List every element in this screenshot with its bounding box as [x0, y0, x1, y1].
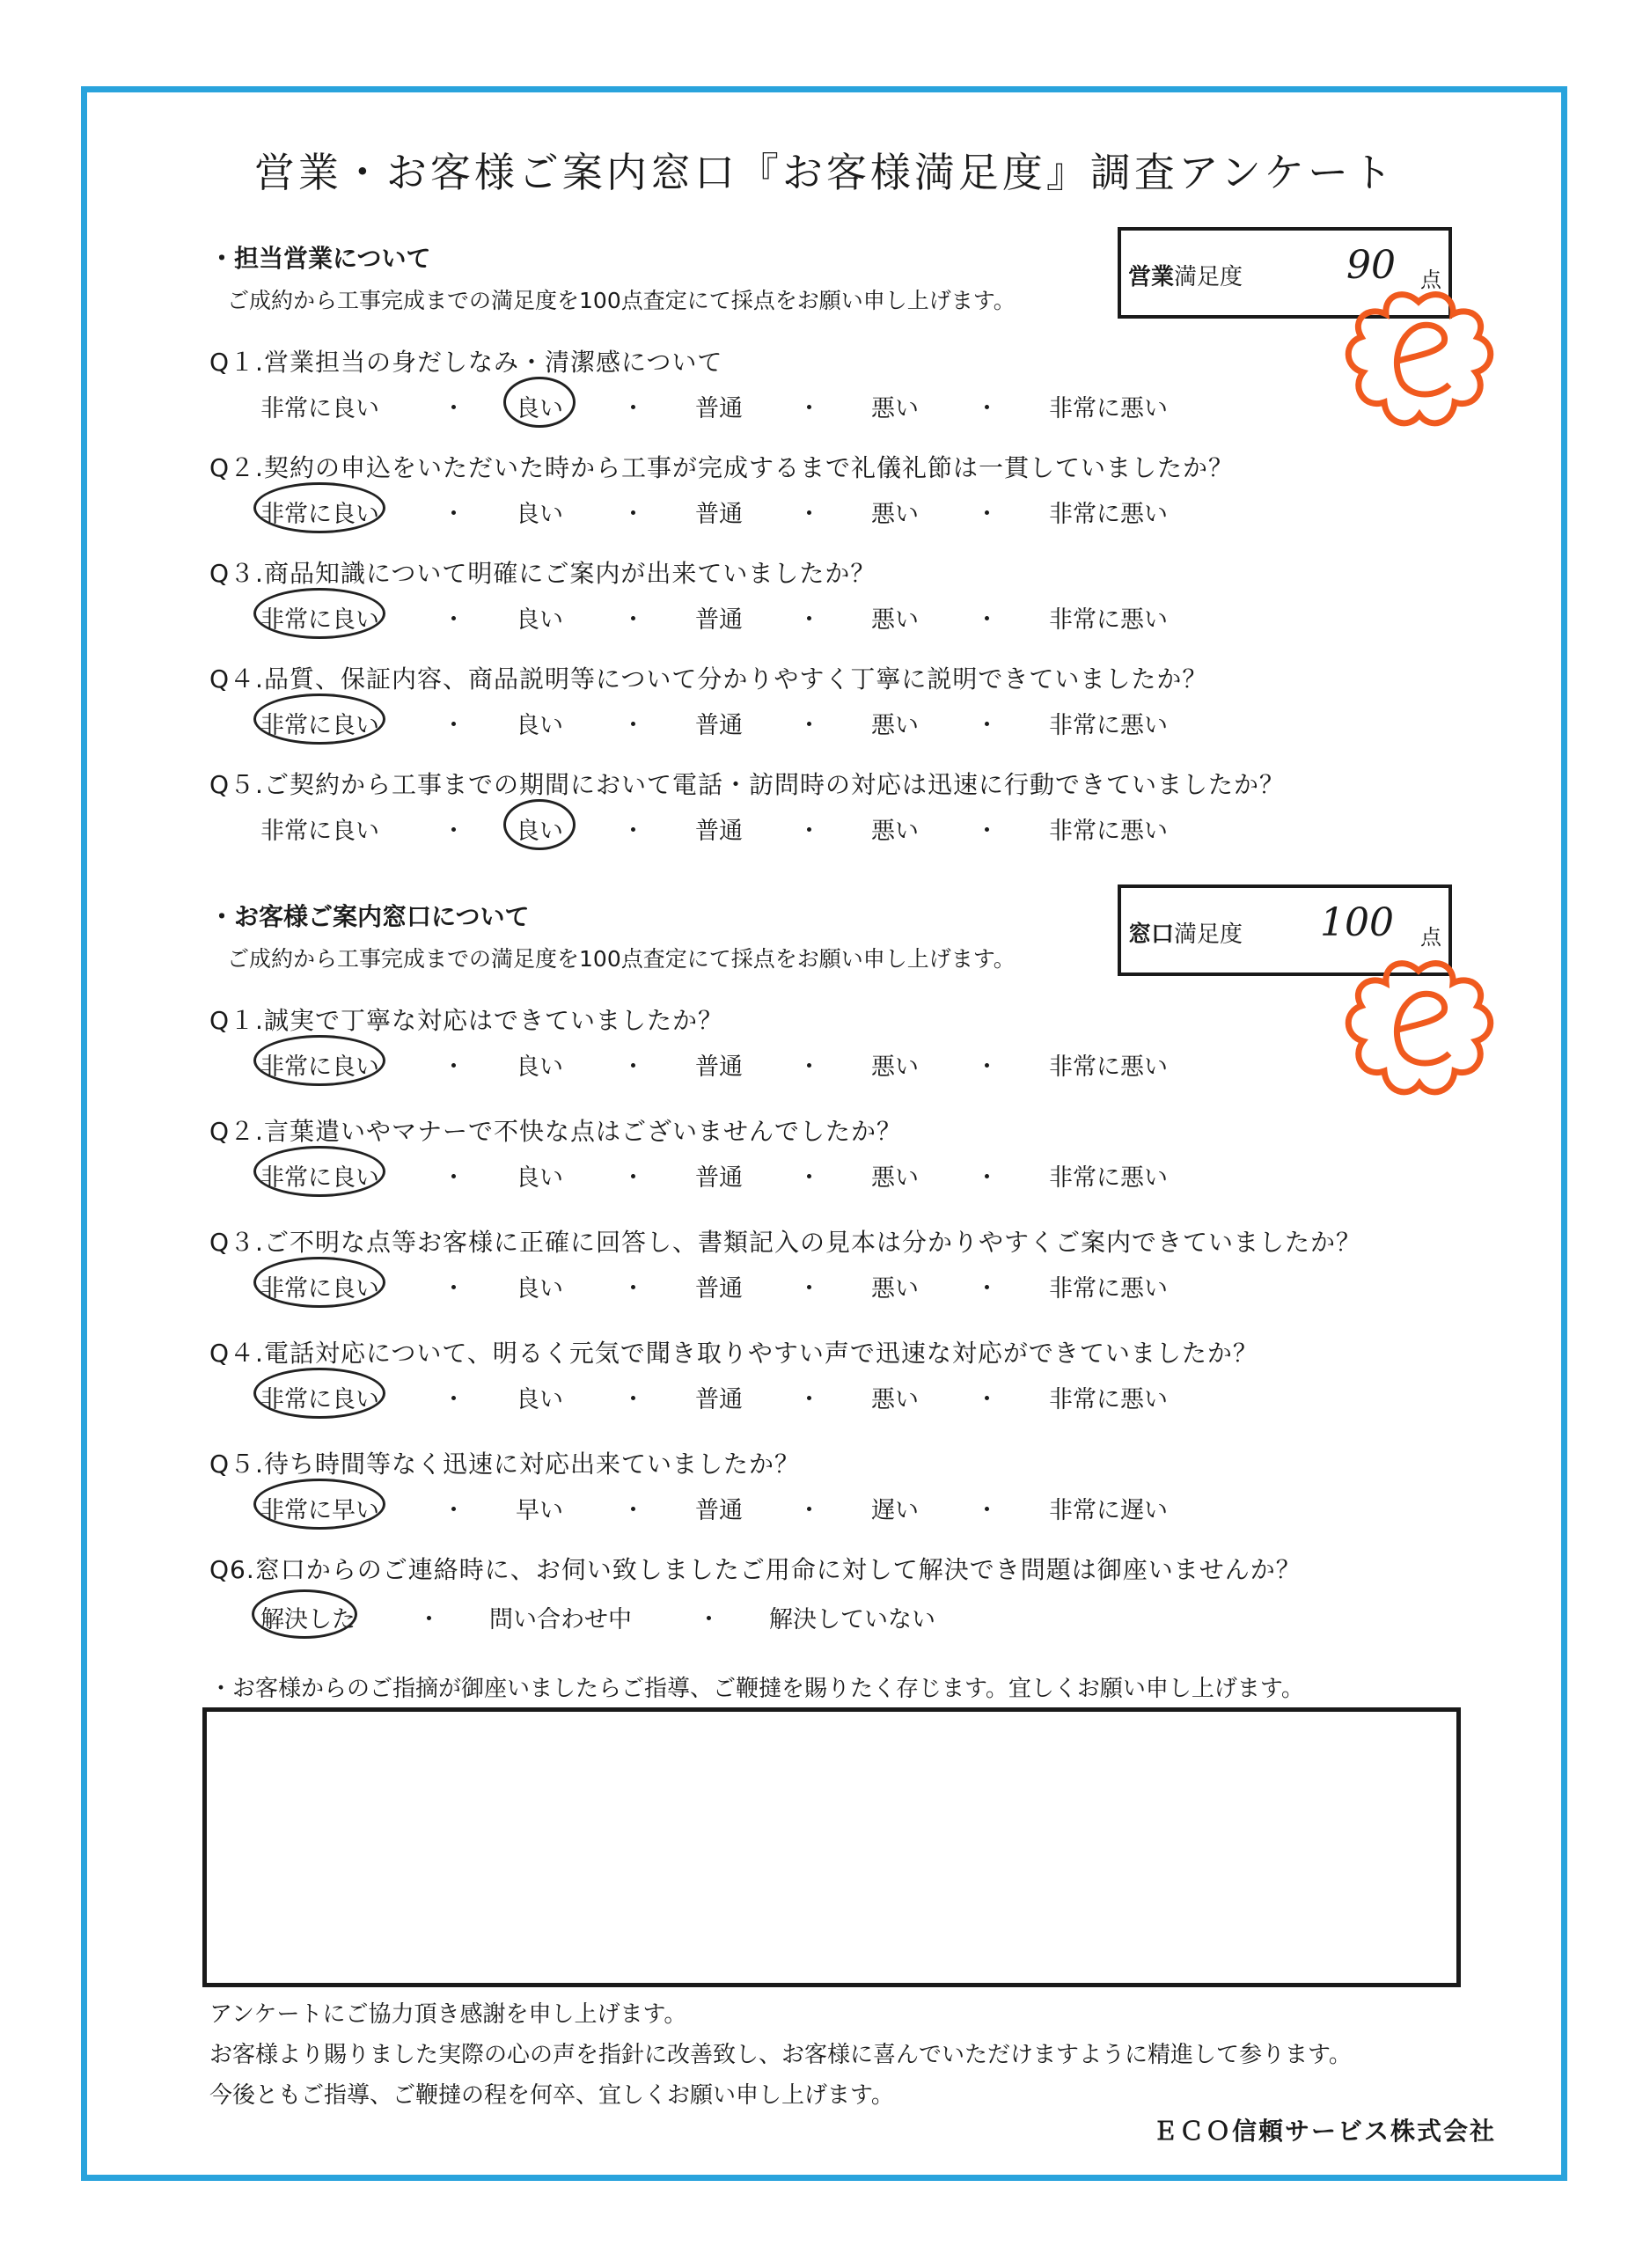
page-title: 営業・お客様ご案内窓口『お客様満足度』調査アンケート [253, 149, 1397, 196]
option-separator: ・ [417, 1606, 441, 1633]
sales-question-text: Q５.ご契約から工事までの期間において電話・訪問時の対応は迅速に行動できていましたか？ [209, 770, 1285, 799]
window-answer-option[interactable]: 悪い [871, 1275, 919, 1303]
window-answer-option[interactable]: 非常に悪い [1049, 1386, 1168, 1413]
option-separator: ・ [442, 818, 466, 845]
window-answer-option[interactable]: 普通 [695, 1164, 743, 1192]
answer-circle-mark [252, 1589, 357, 1639]
sales-score-value: 90 [1346, 243, 1396, 288]
sales-question-text: Q３.商品知識について明確にご案内が出来ていましたか？ [209, 559, 876, 588]
window-question-text: Q３.ご不明な点等お客様に正確に回答し、書類記入の見本は分かりやすくご案内できていましたか？ [209, 1228, 1361, 1257]
option-separator: ・ [442, 501, 466, 528]
sales-answer-option[interactable]: 普通 [695, 818, 743, 845]
window-q6-option[interactable]: 問い合わせ中 [489, 1606, 632, 1633]
sales-answer-option[interactable]: 悪い [871, 395, 919, 422]
option-separator: ・ [797, 1497, 821, 1524]
window-answer-option[interactable]: 非常に悪い [1049, 1275, 1168, 1303]
window-answer-option[interactable]: 良い [516, 1164, 563, 1192]
option-separator: ・ [442, 1497, 466, 1524]
window-answer-option[interactable]: 非常に良い [260, 1053, 379, 1081]
answer-circle-mark [253, 482, 385, 533]
option-separator: ・ [797, 606, 821, 634]
window-answer-option[interactable]: 非常に悪い [1049, 1053, 1168, 1081]
company-name: ＥＣＯ信頼サービス株式会社 [1152, 2117, 1496, 2146]
answer-circle-mark [253, 1479, 385, 1530]
option-separator: ・ [442, 1275, 466, 1303]
option-separator: ・ [621, 712, 645, 739]
window-answer-option[interactable]: 非常に遅い [1049, 1497, 1168, 1524]
sales-answer-option[interactable]: 非常に良い [260, 712, 379, 739]
option-separator: ・ [621, 606, 645, 634]
window-answer-option[interactable]: 良い [516, 1053, 563, 1081]
window-answer-option[interactable]: 非常に早い [260, 1497, 379, 1524]
sales-answer-option[interactable]: 非常に悪い [1049, 501, 1168, 528]
footer-line: お客様より賜りました実際の心の声を指針に改善致し、お客様に喜んでいただけますように精進して参ります。 [209, 2042, 1352, 2068]
option-separator: ・ [797, 1275, 821, 1303]
option-separator: ・ [621, 1386, 645, 1413]
window-answer-option[interactable]: 悪い [871, 1164, 919, 1192]
window-answer-option[interactable]: 非常に悪い [1049, 1164, 1168, 1192]
sales-answer-option[interactable]: 良い [516, 712, 563, 739]
window-answer-option[interactable]: 普通 [695, 1053, 743, 1081]
flower-e-stamp-icon [1342, 955, 1496, 1105]
sales-score-label: 満足度 [1174, 264, 1243, 290]
sales-question-text: Q１.営業担当の身だしなみ・清潔感について [209, 348, 723, 377]
sales-answer-option[interactable]: 非常に悪い [1049, 818, 1168, 845]
option-separator: ・ [975, 501, 999, 528]
sales-answer-option[interactable]: 悪い [871, 606, 919, 634]
option-separator: ・ [975, 1497, 999, 1524]
window-question-text: Q２.言葉遣いやマナーで不快な点はございませんでしたか？ [209, 1117, 902, 1146]
footer-line: アンケートにご協力頂き感謝を申し上げます。 [209, 2001, 687, 2028]
answer-circle-mark [503, 377, 576, 428]
option-separator: ・ [442, 1386, 466, 1413]
sales-answer-option[interactable]: 良い [516, 818, 563, 845]
sales-section-heading: ・担当営業について [209, 244, 431, 273]
answer-circle-mark [253, 1035, 385, 1086]
option-separator: ・ [975, 818, 999, 845]
window-answer-option[interactable]: 普通 [695, 1386, 743, 1413]
window-answer-option[interactable]: 早い [516, 1497, 563, 1524]
option-separator: ・ [975, 1386, 999, 1413]
window-score-label: 満足度 [1174, 921, 1243, 948]
option-separator: ・ [975, 1275, 999, 1303]
window-question-text: Q４.電話対応について、明るく元気で聞き取りやすい声で迅速な対応ができていましたか？ [209, 1339, 1258, 1368]
sales-answer-option[interactable]: 普通 [695, 606, 743, 634]
window-section-heading: ・お客様ご案内窓口について [209, 902, 530, 931]
window-q6-option[interactable]: 解決していない [769, 1606, 935, 1633]
option-separator: ・ [797, 818, 821, 845]
sales-answer-option[interactable]: 普通 [695, 712, 743, 739]
answer-circle-mark [253, 588, 385, 639]
window-answer-option[interactable]: 良い [516, 1275, 563, 1303]
option-separator: ・ [621, 501, 645, 528]
option-separator: ・ [442, 1053, 466, 1081]
window-section-subtitle: ご成約から工事完成までの満足度を100点査定にて採点をお願い申し上げます。 [227, 946, 1016, 972]
sales-answer-option[interactable]: 悪い [871, 818, 919, 845]
window-answer-option[interactable]: 非常に良い [260, 1386, 379, 1413]
sales-answer-option[interactable]: 非常に良い [260, 818, 379, 845]
sales-answer-option[interactable]: 非常に良い [260, 501, 379, 528]
option-separator: ・ [621, 1275, 645, 1303]
sales-answer-option[interactable]: 良い [516, 501, 563, 528]
flower-e-stamp-icon [1342, 286, 1496, 436]
option-separator: ・ [621, 395, 645, 422]
option-separator: ・ [442, 712, 466, 739]
option-separator: ・ [697, 1606, 721, 1633]
window-q6-option[interactable]: 解決した [260, 1606, 356, 1633]
option-separator: ・ [442, 395, 466, 422]
sales-section-subtitle: ご成約から工事完成までの満足度を100点査定にて採点をお願い申し上げます。 [227, 288, 1016, 313]
sales-answer-option[interactable]: 普通 [695, 395, 743, 422]
option-separator: ・ [797, 1164, 821, 1192]
window-answer-option[interactable]: 非常に良い [260, 1275, 379, 1303]
answer-circle-mark [503, 799, 576, 850]
answer-circle-mark [253, 1257, 385, 1308]
option-separator: ・ [797, 712, 821, 739]
sales-answer-option[interactable]: 悪い [871, 501, 919, 528]
window-score-label-bold: 窓口 [1128, 921, 1175, 948]
answer-circle-mark [253, 1368, 385, 1419]
sales-score-label-bold: 営業 [1128, 264, 1175, 290]
option-separator: ・ [975, 712, 999, 739]
window-score-value: 100 [1320, 900, 1394, 945]
option-separator: ・ [442, 606, 466, 634]
option-separator: ・ [975, 1053, 999, 1081]
comments-textarea[interactable] [202, 1707, 1461, 1987]
sales-score-unit: 点 [1420, 268, 1441, 292]
option-separator: ・ [797, 395, 821, 422]
option-separator: ・ [621, 1164, 645, 1192]
sales-answer-option[interactable]: 普通 [695, 501, 743, 528]
sales-answer-option[interactable]: 良い [516, 606, 563, 634]
option-separator: ・ [797, 1053, 821, 1081]
window-answer-option[interactable]: 非常に良い [260, 1164, 379, 1192]
sales-answer-option[interactable]: 非常に悪い [1049, 395, 1168, 422]
option-separator: ・ [621, 1497, 645, 1524]
window-answer-option[interactable]: 悪い [871, 1386, 919, 1413]
option-separator: ・ [797, 501, 821, 528]
option-separator: ・ [621, 1053, 645, 1081]
window-question-text: Q１.誠実で丁寧な対応はできていましたか？ [209, 1006, 723, 1035]
option-separator: ・ [442, 1164, 466, 1192]
window-answer-option[interactable]: 普通 [695, 1275, 743, 1303]
comments-label: ・お客様からのご指摘が御座いましたらご指導、ご鞭撻を賜りたく存じます。宜しくお願い申し上げます。 [209, 1676, 1304, 1702]
sales-answer-option[interactable]: 非常に悪い [1049, 606, 1168, 634]
window-answer-option[interactable]: 良い [516, 1386, 563, 1413]
option-separator: ・ [621, 818, 645, 845]
window-answer-option[interactable]: 悪い [871, 1053, 919, 1081]
window-q6-text: Q6.窓口からのご連絡時に、お伺い致しましたご用命に対して解決でき問題は御座いませんか？ [209, 1555, 1302, 1584]
window-question-text: Q５.待ち時間等なく迅速に対応出来ていましたか？ [209, 1450, 800, 1479]
option-separator: ・ [975, 606, 999, 634]
sales-answer-option[interactable]: 非常に良い [260, 395, 379, 422]
option-separator: ・ [975, 1164, 999, 1192]
sales-answer-option[interactable]: 非常に悪い [1049, 712, 1168, 739]
window-score-unit: 点 [1420, 925, 1441, 950]
window-answer-option[interactable]: 遅い [871, 1497, 919, 1524]
answer-circle-mark [253, 694, 385, 745]
sales-question-text: Q２.契約の申込をいただいた時から工事が完成するまで礼儀礼節は一貫していましたか？ [209, 453, 1234, 482]
option-separator: ・ [975, 395, 999, 422]
sales-answer-option[interactable]: 非常に良い [260, 606, 379, 634]
window-answer-option[interactable]: 普通 [695, 1497, 743, 1524]
sales-question-text: Q４.品質、保証内容、商品説明等について分かりやすく丁寧に説明できていましたか？ [209, 664, 1208, 694]
option-separator: ・ [797, 1386, 821, 1413]
footer-line: 今後ともご指導、ご鞭撻の程を何卒、宜しくお願い申し上げます。 [209, 2082, 894, 2109]
sales-answer-option[interactable]: 悪い [871, 712, 919, 739]
sales-answer-option[interactable]: 良い [516, 395, 563, 422]
answer-circle-mark [253, 1146, 385, 1197]
